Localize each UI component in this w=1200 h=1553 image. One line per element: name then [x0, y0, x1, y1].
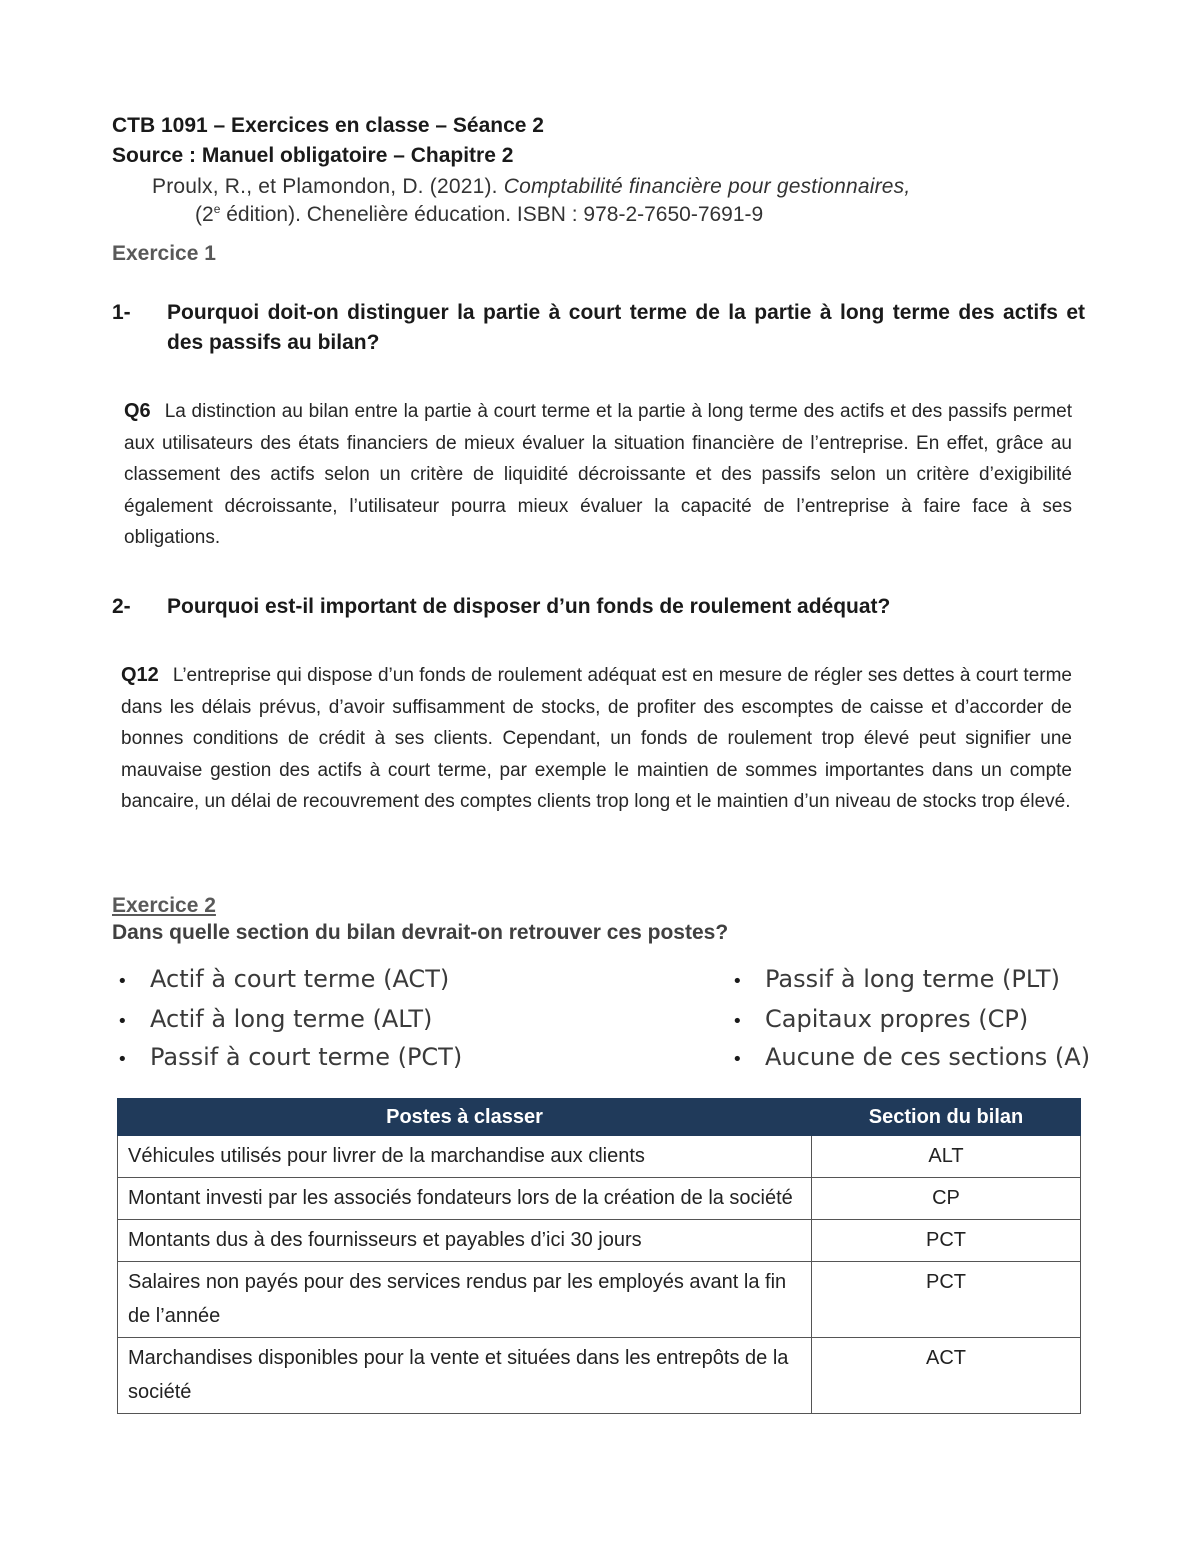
section-label: Actif à long terme (ALT) — [150, 1005, 433, 1033]
section-cell: PCT — [812, 1262, 1081, 1338]
section-bullet-alt — [117, 1003, 432, 1038]
poste-cell: Salaires non payés pour des services rendus par les employés avant la fin de l’année — [118, 1262, 812, 1338]
source-line: Source : Manuel obligatoire – Chapitre 2 — [112, 144, 514, 167]
answer-q6-label: Q6 — [124, 400, 151, 422]
section-cell: ALT — [812, 1136, 1081, 1178]
document-title: CTB 1091 – Exercices en classe – Séance 2 — [112, 114, 544, 137]
poste-cell: Marchandises disponibles pour la vente et situées dans les entrepôts de la société — [118, 1338, 812, 1414]
reference-book-title: Comptabilité financière pour gestionnaires, — [503, 175, 911, 198]
poste-cell: Véhicules utilisés pour livrer de la marchandise aux clients — [118, 1136, 812, 1178]
reference-authors: Proulx, R., et Plamondon, D. (2021). — [152, 175, 504, 198]
postes-table — [117, 1098, 1081, 1414]
section-label: Capitaux propres (CP) — [765, 1005, 1029, 1033]
bullet-icon: • — [117, 1011, 128, 1032]
answer-q12 — [121, 660, 1072, 818]
question-2-text: Pourquoi est-il important de disposer d’un fonds de roulement adéquat? — [167, 595, 891, 618]
table-header-section: Section du bilan — [812, 1099, 1081, 1136]
question-1-text: Pourquoi doit-on distinguer la partie à court terme de la partie à long terme des actifs et des passifs au bilan? — [167, 301, 1085, 354]
table-header-postes: Postes à classer — [118, 1099, 812, 1136]
table-row — [118, 1220, 1081, 1262]
bullet-icon: • — [732, 971, 743, 992]
reference-line-1 — [152, 173, 910, 201]
section-bullet-plt — [732, 963, 1060, 998]
table-row — [118, 1338, 1081, 1414]
reference-edition-sup: e — [213, 202, 221, 216]
answer-q6-text: La distinction au bilan entre la partie à court terme et la partie à long terme des actifs et des passifs permet aux utilisateurs des états financiers de mieux évaluer la situation financière de l’entreprise. En effet, grâce au classement des actifs selon un critère de liquidité décroissante et des passifs selon un critère d’exigibilité également décroissante, l’utilisateur pourra mieux évaluer la capacité de l’entreprise à faire face à ses obligations. — [124, 401, 1072, 548]
answer-q12-label: Q12 — [121, 664, 159, 686]
bullet-icon: • — [732, 1011, 743, 1032]
exercise-2-heading: Exercice 2 — [112, 894, 216, 917]
poste-cell: Montant investi par les associés fondateurs lors de la création de la société — [118, 1178, 812, 1220]
poste-cell: Montants dus à des fournisseurs et payables d’ici 30 jours — [118, 1220, 812, 1262]
question-2-number: 2- — [112, 595, 131, 618]
section-bullet-cp — [732, 1003, 1028, 1038]
section-label: Passif à long terme (PLT) — [765, 965, 1060, 993]
bullet-icon: • — [117, 971, 128, 992]
question-1-number: 1- — [112, 301, 131, 324]
section-label: Passif à court terme (PCT) — [150, 1043, 463, 1071]
bullet-icon: • — [732, 1049, 743, 1070]
section-bullet-a — [732, 1041, 1090, 1076]
section-label: Aucune de ces sections (A) — [765, 1043, 1091, 1071]
section-label: Actif à court terme (ACT) — [150, 965, 450, 993]
exercise-2-question: Dans quelle section du bilan devrait-on retrouver ces postes? — [112, 921, 729, 944]
section-bullet-pct — [117, 1041, 462, 1076]
answer-q6 — [124, 396, 1072, 554]
reference-line-2 — [195, 201, 763, 229]
reference-edition-num: (2 — [195, 203, 214, 226]
section-cell: PCT — [812, 1220, 1081, 1262]
table-row — [118, 1178, 1081, 1220]
answer-q12-text: L’entreprise qui dispose d’un fonds de roulement adéquat est en mesure de régler ses dettes à court terme dans les délais prévus, d’avoir suffisamment de stocks, de profiter des escomptes de caisse et d’accorder de bonnes conditions de crédit à ses clients. Cependant, un fonds de roulement trop élevé peut signifier une mauvaise gestion des actifs à court terme, par exemple le maintien de sommes importantes dans un compte bancaire, un délai de recouvrement des comptes clients trop long et le maintien d’un niveau de stocks trop élevé. — [121, 665, 1072, 812]
section-bullet-act — [117, 963, 449, 998]
section-cell: ACT — [812, 1338, 1081, 1414]
table-row — [118, 1262, 1081, 1338]
table-row — [118, 1136, 1081, 1178]
exercise-1-heading: Exercice 1 — [112, 242, 216, 265]
reference-edition-rest: édition). Chenelière éducation. ISBN : 978-2-7650-7691-9 — [220, 203, 764, 226]
table-header-row — [118, 1099, 1081, 1136]
bullet-icon: • — [117, 1049, 128, 1070]
section-cell: CP — [812, 1178, 1081, 1220]
